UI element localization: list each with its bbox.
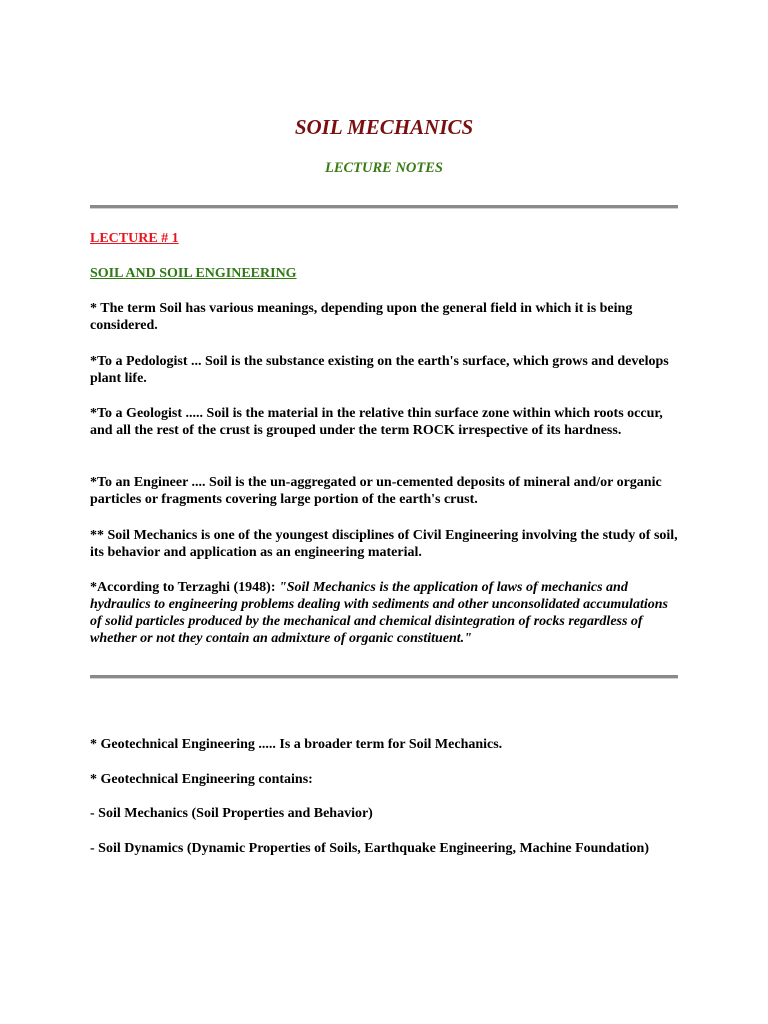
paragraph-geotechnical-contains: * Geotechnical Engineering contains:	[90, 772, 313, 787]
paragraph-geologist: *To a Geologist ..... Soil is the material in the relative thin surface zone within which roots occur, and all the rest of the crust is grouped under the term ROCK irrespective of its hardness.	[90, 406, 663, 438]
lecture-heading: LECTURE # 1	[90, 231, 179, 246]
section-heading: SOIL AND SOIL ENGINEERING	[90, 266, 297, 281]
top-divider	[90, 205, 678, 209]
paragraph-geotechnical-definition: * Geotechnical Engineering ..... Is a broader term for Soil Mechanics.	[90, 737, 503, 752]
paragraph-engineer: *To an Engineer .... Soil is the un-aggregated or un-cemented deposits of mineral and/or organic particles or fragments covering large portion of the earth's crust.	[90, 475, 662, 507]
terzaghi-lead: *According to Terzaghi (1948):	[90, 580, 279, 595]
terzaghi-quote: "Soil Mechanics is the application of laws of mechanics and hydraulics to engineering problems dealing with sediments and other unconsolidated accumulations of solid particles produced by the mechanical and chemical disintegration of rocks regardless of whether or not they contain an admixture of organic constituent."	[90, 580, 668, 646]
paragraph-pedologist: *To a Pedologist ... Soil is the substance existing on the earth's surface, which grows and develops plant life.	[90, 354, 669, 386]
list-item-soil-mechanics: - Soil Mechanics (Soil Properties and Behavior)	[90, 806, 373, 821]
paragraph-terzaghi	[90, 579, 682, 647]
middle-divider	[90, 675, 678, 679]
paragraph-soil-mechanics: ** Soil Mechanics is one of the youngest disciplines of Civil Engineering involving the study of soil, its behavior and application as an engineering material.	[90, 528, 678, 560]
document-subtitle: LECTURE NOTES	[324, 160, 444, 176]
document-title: SOIL MECHANICS	[294, 115, 474, 139]
list-item-soil-dynamics: - Soil Dynamics (Dynamic Properties of Soils, Earthquake Engineering, Machine Foundation)	[90, 841, 649, 856]
paragraph-soil-meanings: * The term Soil has various meanings, depending upon the general field in which it is being considered.	[90, 301, 633, 333]
